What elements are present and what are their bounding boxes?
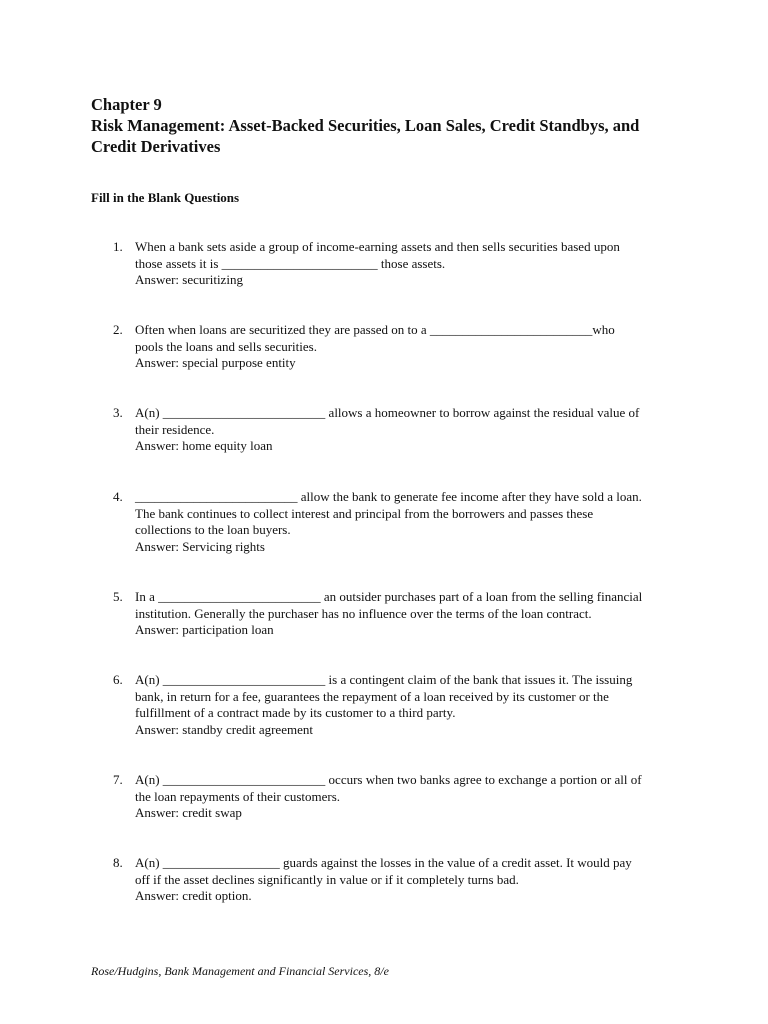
question-answer: Answer: home equity loan <box>135 438 273 454</box>
question-text: pools the loans and sells securities. <box>135 338 317 354</box>
question-item <box>113 672 693 738</box>
question-number: 3. <box>113 405 123 420</box>
question-text: the loan repayments of their customers. <box>135 788 341 804</box>
question-number: 5. <box>113 589 123 604</box>
question-text: institution. Generally the purchaser has no influence over the terms of the loan contract. <box>135 605 592 621</box>
question-item <box>113 239 693 289</box>
page-footer: Rose/Hudgins, Bank Management and Financial Services, 8/e <box>91 964 389 978</box>
question-answer: Answer: credit option. <box>135 888 252 904</box>
question-number: 8. <box>113 855 123 870</box>
chapter-number: Chapter 9 <box>91 95 162 114</box>
chapter-title-line-1: Risk Management: Asset-Backed Securities, Loan Sales, Credit Standbys, and <box>91 116 640 135</box>
question-number: 6. <box>113 672 123 687</box>
question-item <box>113 589 693 639</box>
question-item <box>113 489 693 555</box>
question-item <box>113 855 693 905</box>
question-answer: Answer: participation loan <box>135 622 274 638</box>
question-text: Often when loans are securitized they are passed on to a _________________________who <box>135 322 615 337</box>
section-title: Fill in the Blank Questions <box>91 190 240 205</box>
question-item <box>113 772 693 822</box>
question-answer: Answer: securitizing <box>135 272 243 288</box>
question-answer: Answer: special purpose entity <box>135 355 296 371</box>
question-text: The bank continues to collect interest and principal from the borrowers and passes these <box>135 505 594 521</box>
question-number: 2. <box>113 322 123 337</box>
question-text: fulfillment of a contract made by its customer to a third party. <box>135 705 456 721</box>
question-text: off if the asset declines significantly in value or if it completely turns bad. <box>135 871 519 887</box>
question-answer: Answer: credit swap <box>135 805 242 821</box>
question-text: collections to the loan buyers. <box>135 522 291 538</box>
question-answer: Answer: standby credit agreement <box>135 721 313 737</box>
question-number: 1. <box>113 239 123 254</box>
question-text: those assets it is ________________________ those assets. <box>135 255 446 271</box>
question-text: their residence. <box>135 421 215 437</box>
question-text: _________________________ allow the bank to generate fee income after they have sold a loan. <box>135 489 642 504</box>
question-text: A(n) __________________ guards against the losses in the value of a credit asset. It would pay <box>135 855 632 870</box>
question-number: 7. <box>113 772 123 787</box>
question-text: A(n) _________________________ is a contingent claim of the bank that issues it. The issuing <box>135 672 633 687</box>
question-answer: Answer: Servicing rights <box>135 538 265 554</box>
question-text: In a _________________________ an outsider purchases part of a loan from the selling financial <box>135 589 643 604</box>
question-text: A(n) _________________________ occurs when two banks agree to exchange a portion or all of <box>135 772 642 787</box>
question-item <box>113 405 693 455</box>
chapter-title-line-2: Credit Derivatives <box>91 137 221 156</box>
question-number: 4. <box>113 489 123 504</box>
question-text: A(n) _________________________ allows a homeowner to borrow against the residual value of <box>135 405 640 420</box>
question-text: bank, in return for a fee, guarantees the repayment of a loan received by its customer or the <box>135 688 609 704</box>
chapter-heading <box>91 94 731 157</box>
question-text: When a bank sets aside a group of income-earning assets and then sells securities based upon <box>135 239 620 254</box>
question-item <box>113 322 693 372</box>
